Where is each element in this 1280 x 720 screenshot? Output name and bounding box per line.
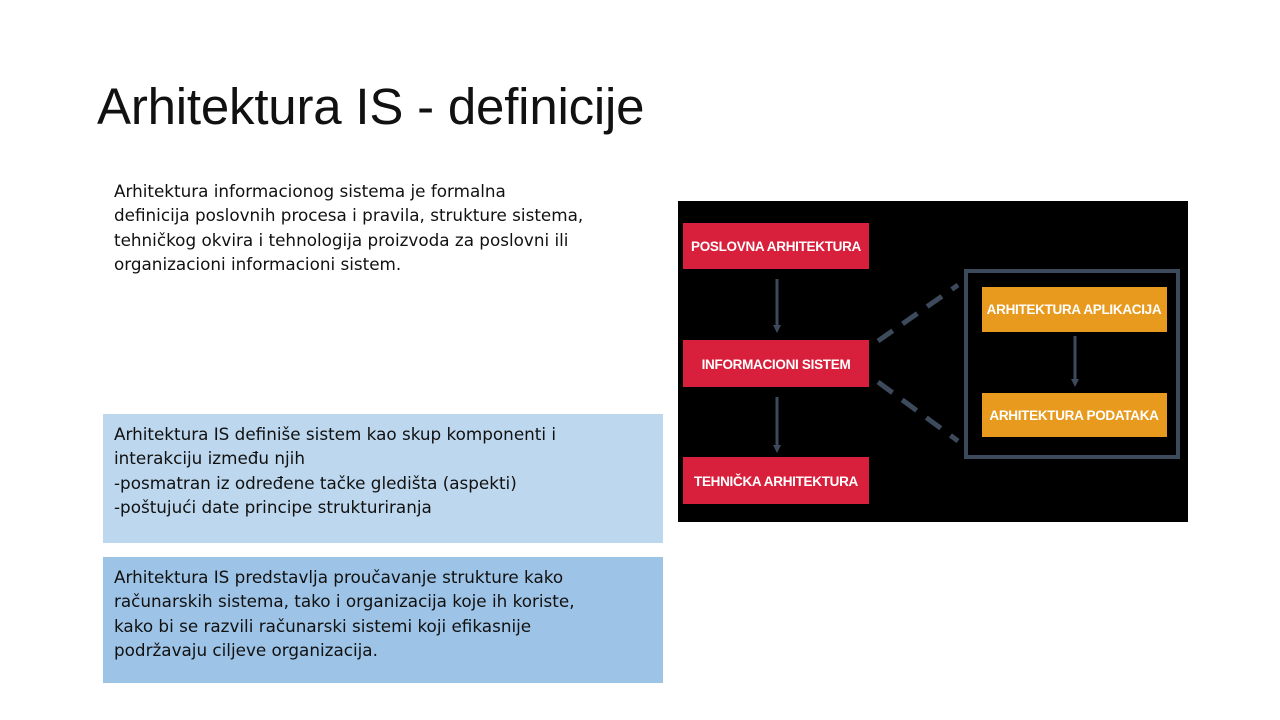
node-business-label: POSLOVNA ARHITEKTURA	[690, 239, 862, 254]
architecture-diagram	[678, 201, 1188, 522]
box-line: Arhitektura IS definiše sistem kao skup komponenti i	[114, 424, 557, 444]
box-line: računarskih sistema, tako i organizacija koje ih koriste,	[114, 591, 575, 612]
slide-title: Arhitektura IS - definicije	[97, 78, 645, 135]
box-line: Arhitektura IS predstavlja proučavanje strukture kako	[114, 567, 564, 587]
definition-box-components	[103, 414, 663, 543]
node-is-label: INFORMACIONI SISTEM	[701, 357, 851, 372]
intro-line: Arhitektura informacionog sistema je formalna	[114, 181, 506, 201]
box-line: interakciju između njih	[114, 448, 305, 469]
definition-box-study	[103, 557, 663, 683]
box-line: -poštujući date principe strukturiranja	[114, 497, 432, 518]
box-line: podržavaju ciljeve organizacija.	[114, 640, 378, 661]
intro-line: definicija poslovnih procesa i pravila, strukture sistema,	[114, 205, 584, 226]
connector-is-to-data-group	[878, 382, 958, 441]
box-line: -posmatran iz određene tačke gledišta (aspekti)	[114, 472, 517, 493]
connector-is-to-app-group	[878, 285, 958, 341]
intro-line: tehničkog okvira i tehnologija proizvoda za poslovni ili	[114, 229, 569, 250]
intro-paragraph	[114, 179, 674, 277]
node-data-label: ARHITEKTURA PODATAKA	[989, 408, 1159, 423]
box-line: kako bi se razvili računarski sistemi koji efikasnije	[114, 615, 532, 636]
architecture-diagram-svg	[678, 201, 1188, 522]
node-app-label: ARHITEKTURA APLIKACIJA	[986, 302, 1162, 317]
intro-line: organizacioni informacioni sistem.	[114, 254, 402, 275]
node-tech-label: TEHNIČKA ARHITEKTURA	[694, 474, 858, 489]
